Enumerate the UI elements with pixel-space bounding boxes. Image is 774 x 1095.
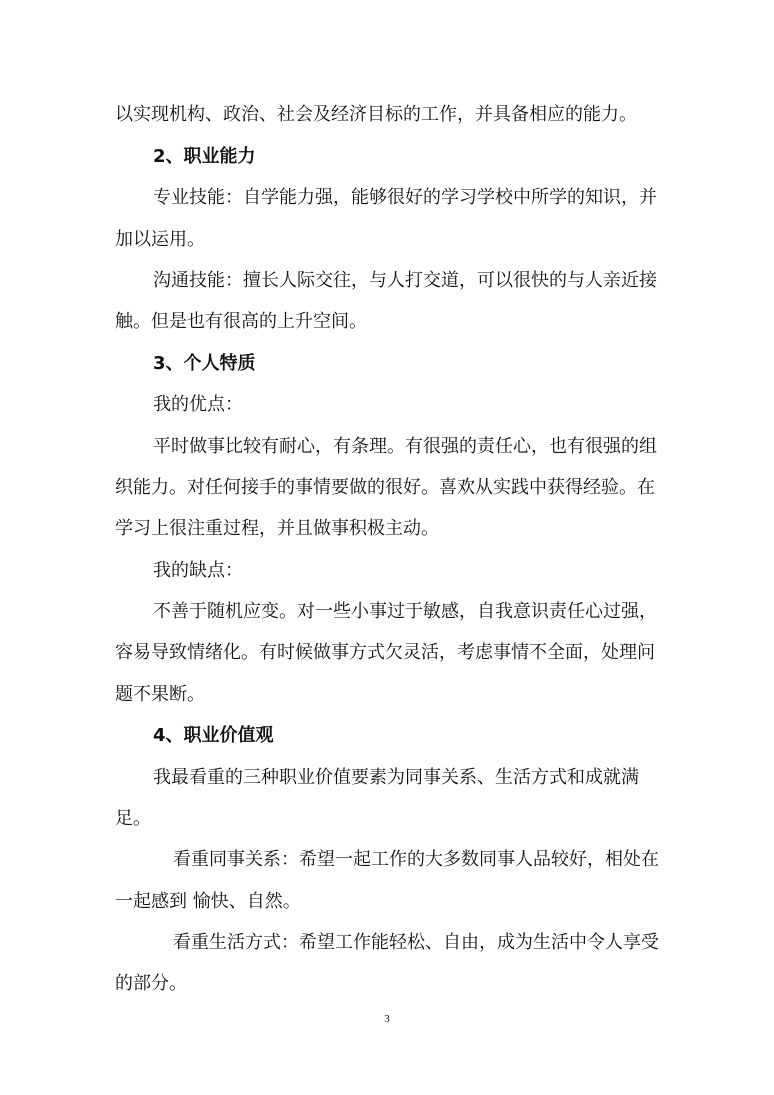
paragraph-line: 我最看重的三种职业价值要素为同事关系、生活方式和成就满 <box>153 767 639 788</box>
paragraph-line: 看重生活方式：希望工作能轻松、自由，成为生活中令人享受 <box>173 932 659 953</box>
paragraph-line: 加以运用。 <box>115 229 205 250</box>
paragraph-line: 足。 <box>115 808 151 829</box>
paragraph-line: 我的缺点： <box>153 560 243 581</box>
section-heading-career-ability: 2、职业能力 <box>153 146 256 167</box>
paragraph-line: 一起感到 愉快、自然。 <box>115 891 301 912</box>
paragraph-line: 触。但是也有很高的上升空间。 <box>115 311 367 332</box>
paragraph-line: 题不果断。 <box>115 684 205 705</box>
paragraph-line: 织能力。对任何接手的事情要做的很好。喜欢从实践中获得经验。在 <box>115 477 655 498</box>
paragraph-line: 学习上很注重过程，并且做事积极主动。 <box>115 518 439 539</box>
paragraph-line: 容易导致情绪化。有时候做事方式欠灵活，考虑事情不全面，处理问 <box>115 642 655 663</box>
paragraph-line: 的部分。 <box>115 973 187 994</box>
section-heading-personal-traits: 3、个人特质 <box>153 353 256 374</box>
paragraph-line: 专业技能：自学能力强，能够很好的学习学校中所学的知识，并 <box>153 187 657 208</box>
page-number: 3 <box>384 1013 390 1025</box>
paragraph-line: 看重同事关系：希望一起工作的大多数同事人品较好，相处在 <box>173 849 659 870</box>
section-heading-career-values: 4、职业价值观 <box>153 725 274 746</box>
paragraph-line: 沟通技能：擅长人际交往，与人打交道，可以很快的与人亲近接 <box>153 270 657 291</box>
paragraph-line: 不善于随机应变。对一些小事过于敏感，自我意识责任心过强， <box>153 601 657 622</box>
paragraph-line: 平时做事比较有耐心，有条理。有很强的责任心，也有很强的组 <box>153 436 657 457</box>
paragraph-line: 我的优点： <box>153 394 243 415</box>
paragraph-line: 以实现机构、政治、社会及经济目标的工作，并具备相应的能力。 <box>115 104 637 125</box>
